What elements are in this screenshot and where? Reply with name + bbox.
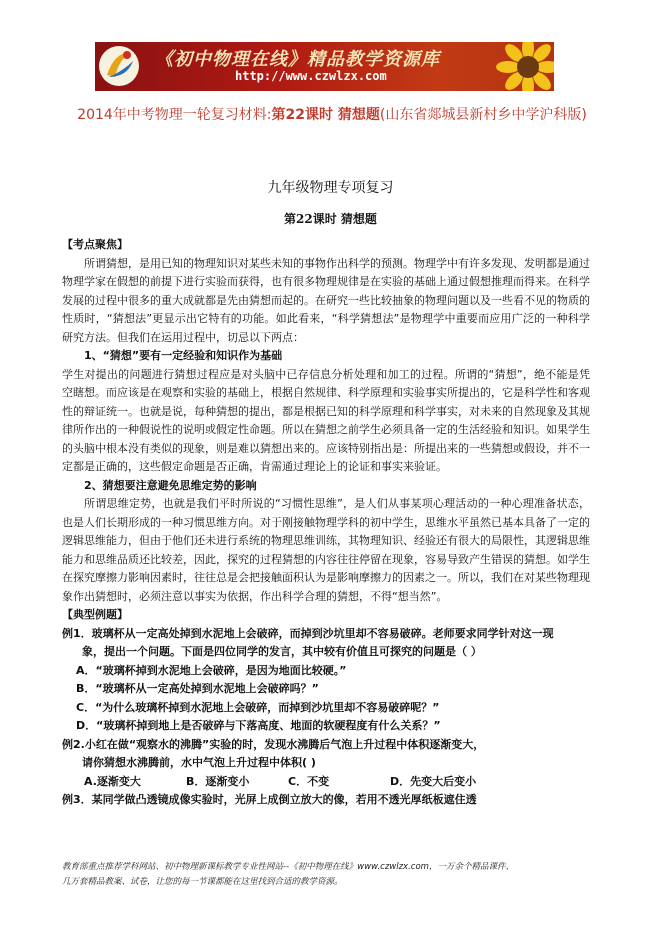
subject-heading: 九年级物理专项复习 xyxy=(267,180,394,196)
example-1-option-b: B．“玻璃杯从一定高处掉到水泥地上会破碎吗？” xyxy=(76,682,319,695)
banner-title: 《初中物理在线》精品教学资源库 xyxy=(155,49,440,70)
example-1-option-c: C．“为什么玻璃杯掉到水泥地上会破碎，而掉到沙坑里却不容易破碎呢？” xyxy=(76,700,440,714)
point-2-paragraph: 所谓思维定势，也就是我们平时所说的“习惯性思维”，是人们从事某项心理活动的一种心理准备状态，也是人们长期形成的一种习惯思维方向。对于刚接触物理学科的初中学生，思维水平虽然已基本具备了一定的逻辑思维能力，但由于他们还未进行系统的物理思维训练，其物理知识、经验还有很大的局限性，其逻辑思维能力和思维品质还比较差，因此，探究的过程猜想的内容往往停留在现象，容易导致产生错误的猜想。如学生在探究摩擦力影响因素时，往往总是会把接触面积认为是影响摩擦力的因素之一。所以，我们在对某些物理现象作出猜想时，必须注意以事实为依据，作出科学合理的猜想，不得“想当然”。 xyxy=(62,497,590,603)
point-2-heading: 2、猜想要注意避免思维定势的影响 xyxy=(84,478,257,492)
intro-paragraph: 所谓猜想，是用已知的物理知识对某些未知的事物作出科学的预测。物理学中有许多发现、发明都是通过物理学家在假想的前提下进行实验而获得，也有很多物理规律是在实验的基础上通过假想推理而得来。在科学发展的过程中很多的重大成就都是先由猜想而起的。在研究一些比较抽象的物理问题以及一些看不见的物质的性质时，“猜想法”更显示出它特有的功能。如此看来，“科学猜想法”是物理学中重要而应用广泛的一种科学研究方法。但我们在运用过程中，切忌以下两点： xyxy=(62,256,590,344)
lesson-heading: 第22课时 猜想题 xyxy=(284,212,377,226)
example-2-option-b: B．逐渐变小 xyxy=(186,774,250,788)
document-title xyxy=(62,96,602,134)
example-1-line-1: 例1．玻璃杯从一定高处掉到水泥地上会破碎，而掉到沙坑里却不容易破碎。老师要求同学针对这一现 xyxy=(62,626,554,640)
banner-url[interactable]: http://www.czwlzx.com xyxy=(235,69,387,83)
example-2-option-c: C．不变 xyxy=(288,774,330,788)
example-1-option-d: D．“玻璃杯掉到地上是否破碎与下落高度、地面的软硬程度有什么关系？” xyxy=(76,719,441,732)
title-lesson: 第22课时 猜想题 xyxy=(271,107,380,123)
document-body xyxy=(62,236,590,810)
footer-line-2: 几万套精品教案、试卷，让您的每一节课都能在这里找到合适的教学资源。 xyxy=(62,877,343,887)
example-2-options xyxy=(62,773,590,792)
title-prefix: 2014年中考物理一轮复习材料: xyxy=(77,107,272,123)
footer-line-1: 教育部重点推荐学科网站、初中物理新课标教学专业性网站--《初中物理在线》www.czwlzx.com，一万余个精品课件、 xyxy=(62,862,514,872)
example-1-option-a: A．“玻璃杯掉到水泥地上会破碎，是因为地面比较硬。” xyxy=(76,663,347,677)
example-2-line-1: 例2.小红在做“观察水的沸腾”实验的时，发现水沸腾后气泡上升过程中体积逐渐变大， xyxy=(62,737,485,751)
site-logo-icon xyxy=(97,43,141,89)
page-footer xyxy=(62,860,592,890)
example-1-line-2: 象，提出一个问题。下面是四位同学的发言，其中较有价值且可探究的问题是（ ） xyxy=(82,645,482,658)
section-heading-key-points: 【考点聚焦】 xyxy=(62,238,128,251)
example-2-line-2: 请你猜想水沸腾前，水中气泡上升过程中体积( ) xyxy=(82,756,316,769)
example-2-option-a: A.逐渐变大 xyxy=(84,774,141,788)
header-banner xyxy=(95,42,554,91)
point-1-heading: 1、“猜想”要有一定经验和知识作为基础 xyxy=(84,349,283,362)
title-suffix: (山东省郯城县新村乡中学沪科版) xyxy=(379,107,587,123)
section-heading-examples: 【典型例题】 xyxy=(62,608,128,621)
example-2-option-d: D．先变大后变小 xyxy=(390,774,477,788)
sunflower-icon xyxy=(490,42,554,91)
example-3-line-1: 例3．某同学做凸透镜成像实验时，光屏上成倒立放大的像，若用不透光厚纸板遮住透 xyxy=(62,793,477,806)
point-1-paragraph: 学生对提出的问题进行猜想过程应是对头脑中已存信息分析处理和加工的过程。所谓的“猜想”，绝不能是凭空瞎想。而应该是在观察和实验的基础上，根据自然规律、科学原理和实验事实所提出的，它是科学性和客观性的辩证统一。也就是说，每种猜想的提出，都是根据已知的科学原理和科学事实，对未来的自然现象及其规律所作出的一种假说性的说明或假定性命题。所以在猜想之前学生必须具备一定的生活经验和知识。如果学生的头脑中根本没有类似的现象，则是难以猜想出来的。应该特别指出是：所提出来的一些猜想或假设，并不一定都是正确的，这些假定命题是否正确，肯需通过理论上的论证和事实来验证。 xyxy=(62,367,590,473)
